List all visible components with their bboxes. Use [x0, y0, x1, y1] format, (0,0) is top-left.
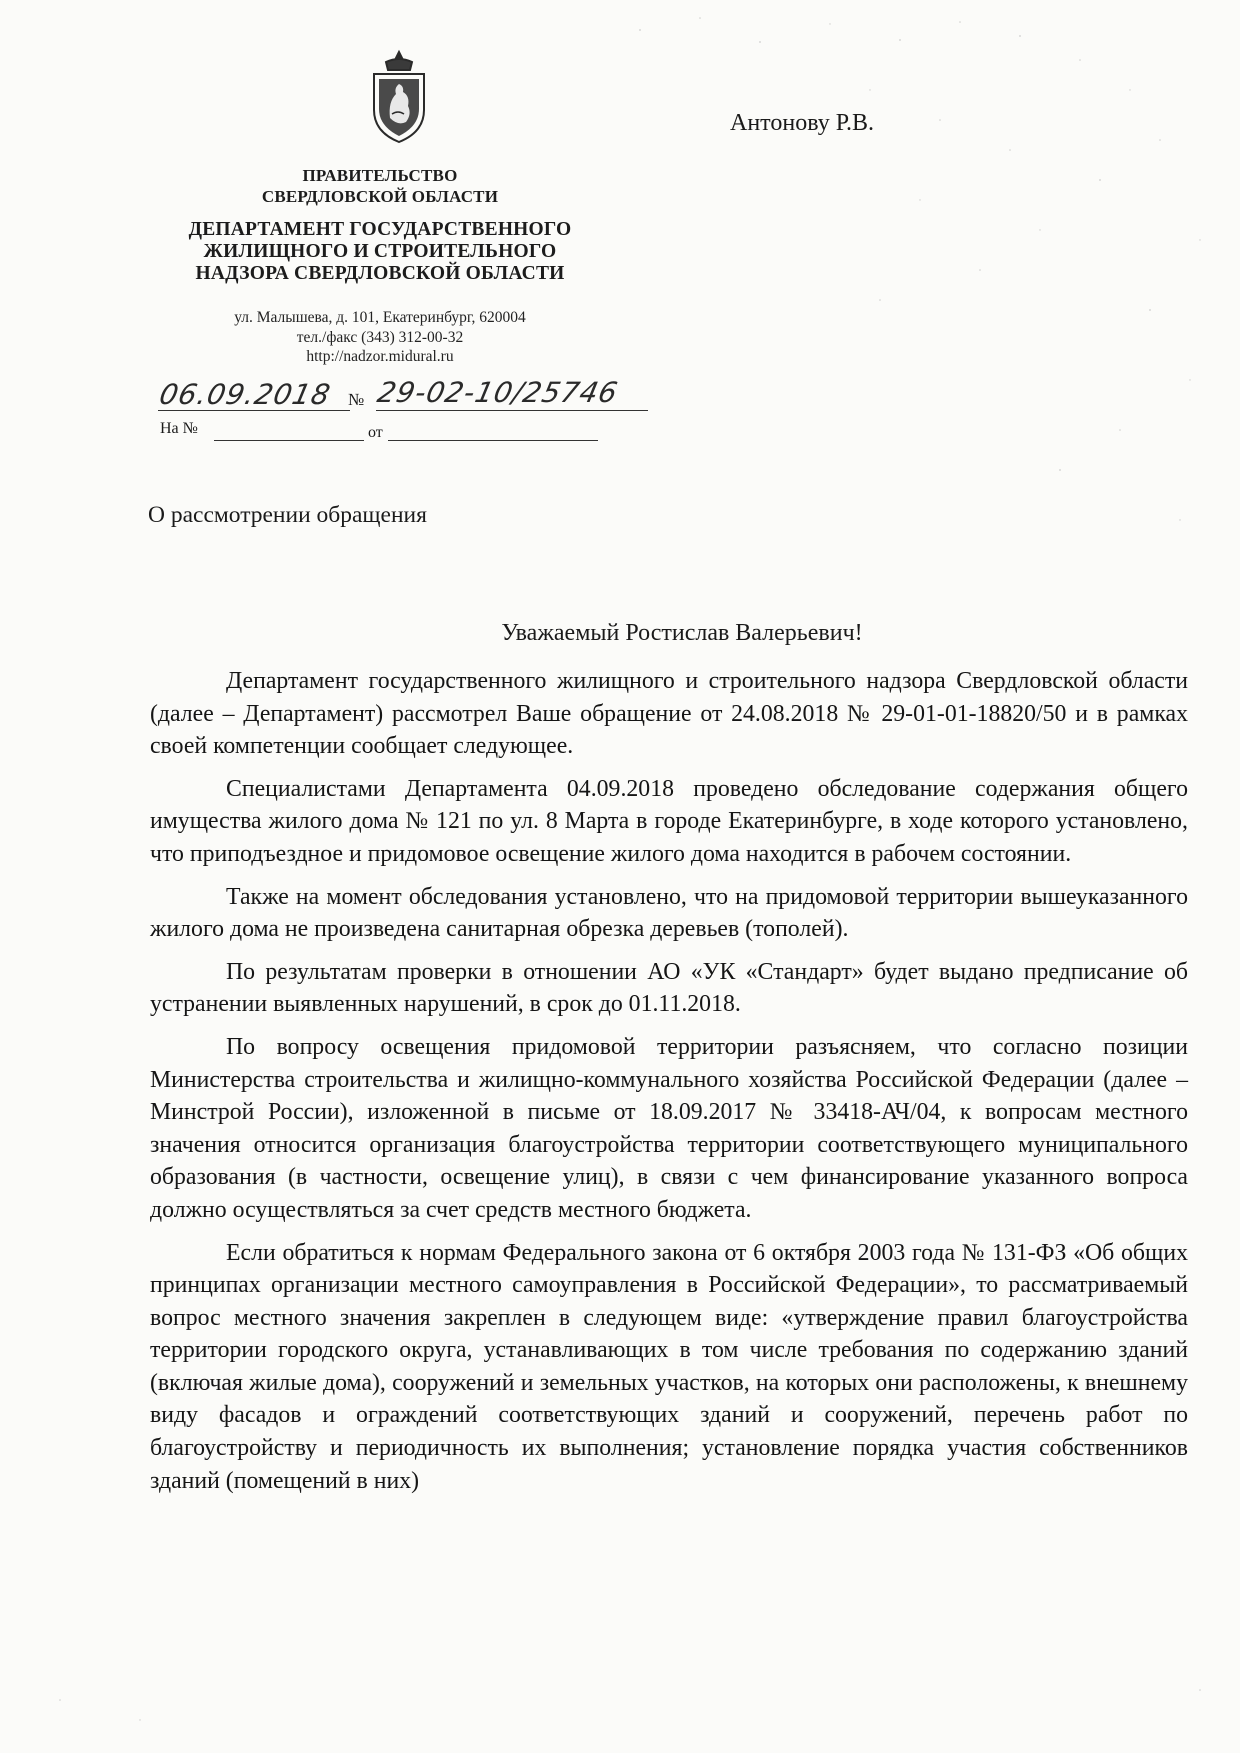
coat-of-arms-icon — [368, 48, 430, 146]
address-text: ул. Малышева, д. 101, Екатеринбург, 620004 — [234, 309, 526, 326]
number-underline — [376, 410, 648, 411]
reference-label: На № — [160, 420, 198, 437]
addressee: Антонову Р.В. — [730, 110, 875, 136]
subject-line: О рассмотрении обращения — [148, 502, 427, 528]
department-line-2: ЖИЛИЩНОГО И СТРОИТЕЛЬНОГО — [203, 241, 557, 262]
reference-from-label: от — [368, 424, 383, 441]
registration-date: 06.09.2018 — [156, 378, 334, 411]
date-underline — [158, 410, 350, 411]
reference-date-line — [388, 440, 598, 441]
registration-number: 29-02-10/25746 — [374, 376, 622, 409]
body-paragraph: Если обратиться к нормам Федерального закона от 6 октября 2003 года № 131-ФЗ «Об общих принципах организации местного самоуправления в Российской Федерации», то рассматриваемый вопрос местного значения закреплен в следующем виде: «утверждение правил благоустройства территории городского округа, устанавливающих в том числе требования по содержанию зданий (включая жилые дома), сооружений и земельных участков, на которых они расположены, к внешнему виду фасадов и ограждений соответствующих зданий и сооружений, перечень работ по благоустройству и периодичность их выполнения; установление порядка участия собственников зданий (помещений в них) — [150, 1239, 1188, 1494]
department-line-3: НАДЗОРА СВЕРДЛОВСКОЙ ОБЛАСТИ — [195, 263, 565, 284]
letterhead-title — [160, 165, 600, 285]
reference-number-line — [214, 440, 364, 441]
body-paragraph: Департамент государственного жилищного и строительного надзора Свердловской области (далее – Департамент) рассмотрел Ваше обращение от 24.08.2018 № 29-01-01-18820/50 и в рамках своей компетенции сообщает следующее. — [150, 668, 1188, 760]
government-line-1: ПРАВИТЕЛЬСТВО — [302, 166, 458, 185]
letter-body — [150, 665, 1188, 1507]
government-line-2: СВЕРДЛОВСКОЙ ОБЛАСТИ — [261, 187, 499, 206]
number-sign: № — [348, 390, 365, 409]
body-paragraph: По результатам проверки в отношении АО «УК «Стандарт» будет выдано предписание об устранении выявленных нарушений, в срок до 01.11.2018. — [150, 958, 1188, 1018]
body-paragraph: Специалистами Департамента 04.09.2018 проведено обследование содержания общего имущества жилого дома № 121 по ул. 8 Марта в городе Екатеринбурге, в ходе которого установлено, что приподъездное и придомовое освещение жилого дома находится в рабочем состоянии. — [150, 775, 1188, 867]
phone-text: тел./факс (343) 312-00-32 — [296, 328, 464, 346]
greeting: Уважаемый Ростислав Валерьевич! — [501, 620, 863, 646]
department-line-1: ДЕПАРТАМЕНТ ГОСУДАРСТВЕННОГО — [188, 219, 572, 240]
website-text: http://nadzor.midural.ru — [306, 348, 454, 365]
body-paragraph: По вопросу освещения придомовой территории разъясняем, что согласно позиции Министерства строительства и жилищно-коммунального хозяйства Российской Федерации (далее – Минстрой России), изложенной в письме от 18.09.2017 № 33418-АЧ/04, к вопросам местного значения относится организация благоустройства территории соответствующего муниципального образования (в частности, освещение улиц), в связи с чем финансирование указанного вопроса должно осуществляться за счет средств местного бюджета. — [150, 1033, 1188, 1223]
body-paragraph: Также на момент обследования установлено, что на придомовой территории вышеуказанного жилого дома не произведена санитарная обрезка деревьев (тополей). — [150, 883, 1188, 943]
registration-block — [148, 378, 668, 448]
letterhead-contacts — [180, 308, 580, 367]
